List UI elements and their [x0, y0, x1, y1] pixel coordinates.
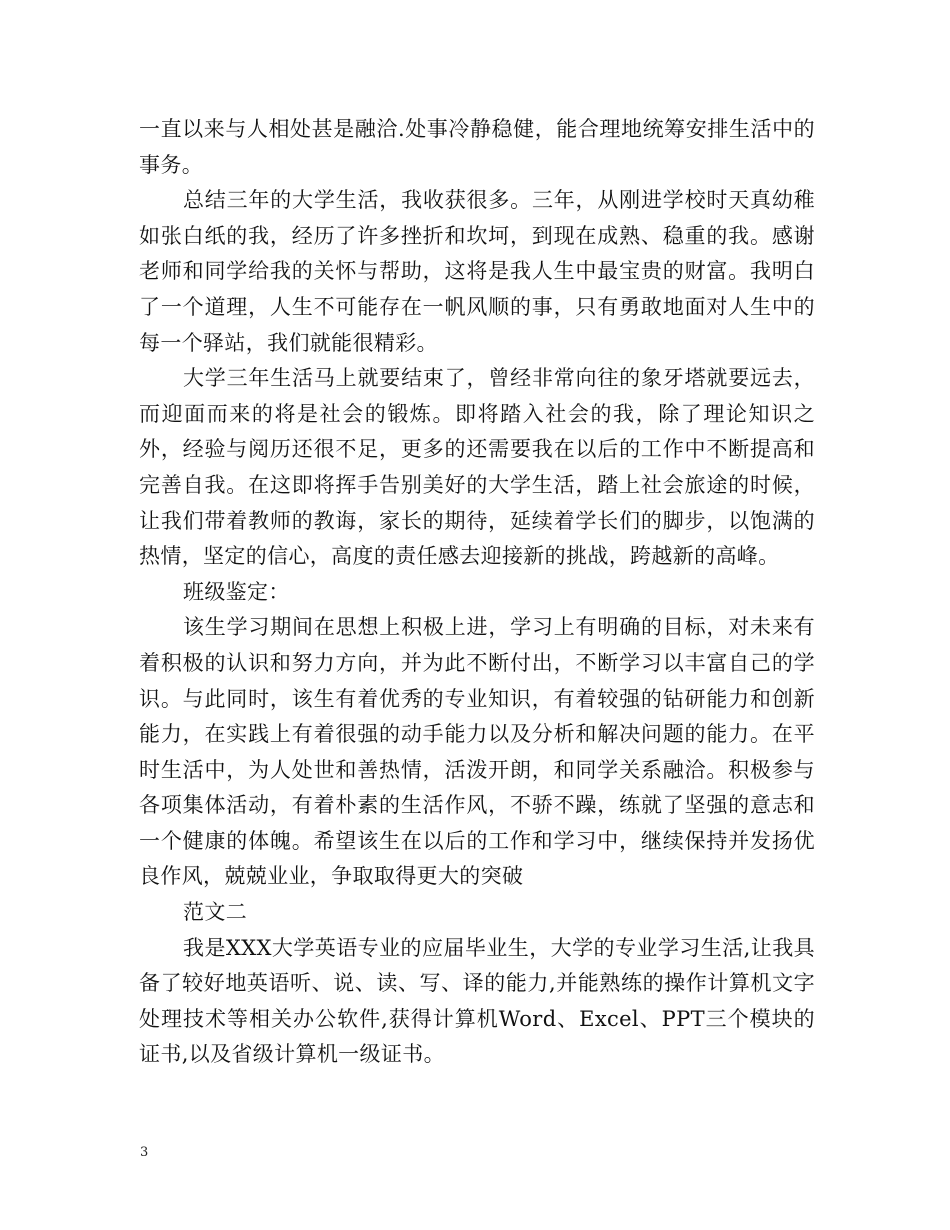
paragraph-continuation: 一直以来与人相处甚是融洽.处事冷静稳健，能合理地统筹安排生活中的事务。 [139, 117, 815, 177]
paragraph-class-evaluation: 该生学习期间在思想上积极上进，学习上有明确的目标，对未来有着积极的认识和努力方向，并为此不断付出，不断学习以丰富自己的学识。与此同时，该生有着优秀的专业知识，有着较强的钻研能力和创新能力，在实践上有着很强的动手能力以及分析和解决问题的能力。在平时生活中，为人处世和善热情，活泼开朗，和同学关系融洽。积极参与各项集体活动，有着朴素的生活作风，不骄不躁，练就了坚强的意志和一个健康的体魄。希望该生在以后的工作和学习中，继续保持并发扬优良作风，兢兢业业，争取取得更大的突破 [139, 615, 815, 889]
paragraph-summary: 总结三年的大学生活，我收获很多。三年，从刚进学校时天真幼稚如张白纸的我，经历了许多挫折和坎坷，到现在成熟、稳重的我。感谢老师和同学给我的关怀与帮助，这将是我人生中最宝贵的财富。我明白了一个道理，人生不可能存在一帆风顺的事，只有勇敢地面对人生中的每一个驿站，我们就能很精彩。 [139, 188, 815, 355]
page-number: 3 [140, 1145, 149, 1160]
document-body [139, 112, 815, 1073]
section-heading-sample-two: 范文二 [183, 900, 248, 925]
section-heading-class-evaluation: 班级鉴定： [183, 579, 290, 604]
paragraph-sample-two: 我是XXX大学英语专业的应届毕业生，大学的专业学习生活,让我具备了较好地英语听、说、读、写、译的能力,并能熟练的操作计算机文字处理技术等相关办公软件,获得计算机Word、Excel、PPT三个模块的证书,以及省级计算机一级证书。 [139, 935, 815, 1067]
paragraph-outlook: 大学三年生活马上就要结束了，曾经非常向往的象牙塔就要远去，而迎面而来的将是社会的锻炼。即将踏入社会的我，除了理论知识之外，经验与阅历还很不足，更多的还需要我在以后的工作中不断提高和完善自我。在这即将挥手告别美好的大学生活，踏上社会旅途的时候，让我们带着教师的教诲，家长的期待，延续着学长们的脚步，以饱满的热情，坚定的信心，高度的责任感去迎接新的挑战，跨越新的高峰。 [139, 366, 815, 569]
